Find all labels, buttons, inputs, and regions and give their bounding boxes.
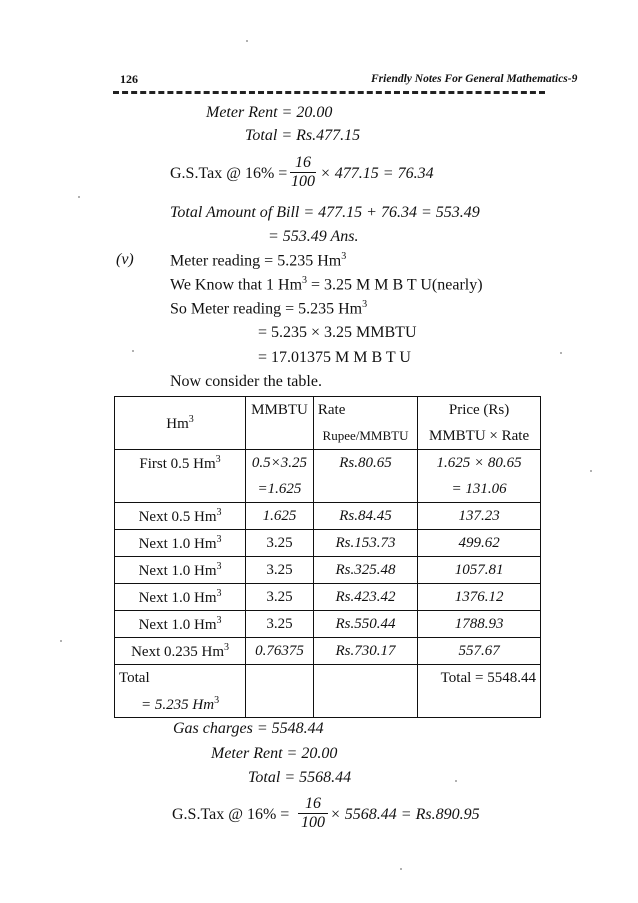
so-meter-text: So Meter reading = 5.235 Hm (170, 300, 363, 318)
row-2-rate: Rs.84.45 (313, 503, 417, 530)
table-row (115, 450, 541, 477)
header-mmbtu-blank (246, 423, 314, 450)
gst-fraction-2 (298, 795, 328, 832)
conversion-line-2: = 17.01375 M M B T U (258, 349, 411, 366)
row-3-mmbtu: 3.25 (246, 530, 314, 557)
total-hm: = 5.235 Hm$^3$ (115, 691, 246, 718)
total-line-1: Total = Rs.477.15 (245, 127, 361, 144)
table-total-row-2 (115, 691, 541, 718)
table-header-row (115, 397, 541, 424)
gst-line-1-prefix: G.S.Tax @ 16% = (170, 165, 288, 182)
header-rate: Rate (313, 397, 417, 424)
row-1-mmbtu-result: =1.625 (246, 476, 314, 503)
we-know-text-2: = 3.25 M M B T U(nearly) (307, 276, 483, 294)
row-6-mmbtu: 3.25 (246, 611, 314, 638)
row-7-price: 557.67 (418, 638, 541, 665)
table-row (115, 584, 541, 611)
header-mmbtu: MMBTU (246, 397, 314, 424)
header-price-formula: MMBTU × Rate (418, 423, 541, 450)
row-7-rate: Rs.730.17 (313, 638, 417, 665)
header-hm: Hm$^3$ (115, 397, 246, 450)
scan-speck (560, 352, 562, 354)
row-2-hm: Next 0.5 Hm$^3$ (115, 503, 246, 530)
row-6-rate: Rs.550.44 (313, 611, 417, 638)
gst-fraction-1-numerator: 16 (295, 154, 311, 171)
table-row (115, 503, 541, 530)
table-row (115, 530, 541, 557)
row-4-hm: Next 1.0 Hm$^3$ (115, 557, 246, 584)
row-1-price-result: = 131.06 (418, 476, 541, 503)
scan-speck (60, 640, 62, 642)
table-total-row (115, 665, 541, 692)
total-bill-answer: = 553.49 Ans. (268, 228, 359, 245)
row-7-hm: Next 0.235 Hm$^3$ (115, 638, 246, 665)
meter-rent-line-1: Meter Rent = 20.00 (206, 104, 333, 121)
header-rate-unit: Rupee/MMBTU (313, 423, 417, 450)
total-mmbtu-blank-2 (246, 691, 314, 718)
so-meter-line: So Meter reading = 5.235 Hm$^3$ (170, 299, 368, 318)
consider-table-line: Now consider the table. (170, 373, 322, 390)
total-label: Total (115, 665, 246, 692)
row-6-hm: Next 1.0 Hm$^3$ (115, 611, 246, 638)
table-row (115, 557, 541, 584)
row-3-hm: Next 1.0 Hm$^3$ (115, 530, 246, 557)
conversion-line-1: = 5.235 × 3.25 MMBTU (258, 324, 417, 341)
row-5-rate: Rs.423.42 (313, 584, 417, 611)
row-7-mmbtu: 0.76375 (246, 638, 314, 665)
row-1-rate: Rs.80.65 (313, 450, 417, 477)
header-rule (113, 91, 545, 94)
table-row (115, 476, 541, 503)
gas-charges-table (114, 396, 541, 718)
total-mmbtu-blank (246, 665, 314, 692)
meter-reading-line: Meter reading = 5.235 Hm$^3$ (170, 251, 347, 270)
row-1-hm-blank (115, 476, 246, 503)
book-title: Friendly Notes For General Mathematics-9 (371, 73, 578, 85)
part-label: (v) (116, 251, 134, 268)
row-6-price: 1788.93 (418, 611, 541, 638)
gst-fraction-1 (290, 154, 316, 191)
total-rate-blank-2 (313, 691, 417, 718)
we-know-text: We Know that 1 Hm (170, 276, 303, 294)
scan-speck (590, 470, 592, 472)
meter-rent-line-2: Meter Rent = 20.00 (211, 745, 338, 762)
row-5-hm: Next 1.0 Hm$^3$ (115, 584, 246, 611)
scan-speck (246, 40, 248, 42)
total-line-2: Total = 5568.44 (248, 769, 352, 786)
row-5-price: 1376.12 (418, 584, 541, 611)
page-number: 126 (120, 72, 138, 86)
total-rate-blank (313, 665, 417, 692)
row-1-hm: First 0.5 Hm$^3$ (115, 450, 246, 477)
gst-fraction-2-numerator: 16 (305, 795, 321, 812)
row-4-price: 1057.81 (418, 557, 541, 584)
gas-charges-line: Gas charges = 5548.44 (173, 720, 324, 737)
table-row (115, 638, 541, 665)
row-3-rate: Rs.153.73 (313, 530, 417, 557)
row-4-mmbtu: 3.25 (246, 557, 314, 584)
table-row (115, 611, 541, 638)
row-3-price: 499.62 (418, 530, 541, 557)
scan-speck (400, 868, 402, 870)
row-2-price: 137.23 (418, 503, 541, 530)
row-5-mmbtu: 3.25 (246, 584, 314, 611)
row-1-price: 1.625 × 80.65 (418, 450, 541, 477)
scan-speck (455, 780, 457, 782)
gst-line-1-suffix: × 477.15 = 76.34 (320, 165, 434, 182)
gst-fraction-2-denominator: 100 (298, 813, 328, 832)
gst-fraction-1-denominator: 100 (291, 173, 315, 190)
row-2-mmbtu: 1.625 (246, 503, 314, 530)
total-value: Total = 5548.44 (418, 665, 541, 692)
meter-reading-text: Meter reading = 5.235 Hm (170, 252, 342, 270)
row-4-rate: Rs.325.48 (313, 557, 417, 584)
header-price: Price (Rs) (418, 397, 541, 424)
row-1-mmbtu: 0.5×3.25 (246, 450, 314, 477)
scan-speck (132, 350, 134, 352)
scan-speck (78, 196, 80, 198)
gst-line-2-prefix: G.S.Tax @ 16% = (172, 806, 290, 823)
we-know-line: We Know that 1 $Hm^3 = 3.25$ M M B T U(nearly) (170, 275, 483, 294)
total-bill-line: Total Amount of Bill = 477.15 + 76.34 = 553.49 (170, 204, 480, 221)
row-1-rate-blank (313, 476, 417, 503)
gst-line-2-suffix: × 5568.44 = Rs.890.95 (330, 806, 480, 823)
total-value-blank (418, 691, 541, 718)
